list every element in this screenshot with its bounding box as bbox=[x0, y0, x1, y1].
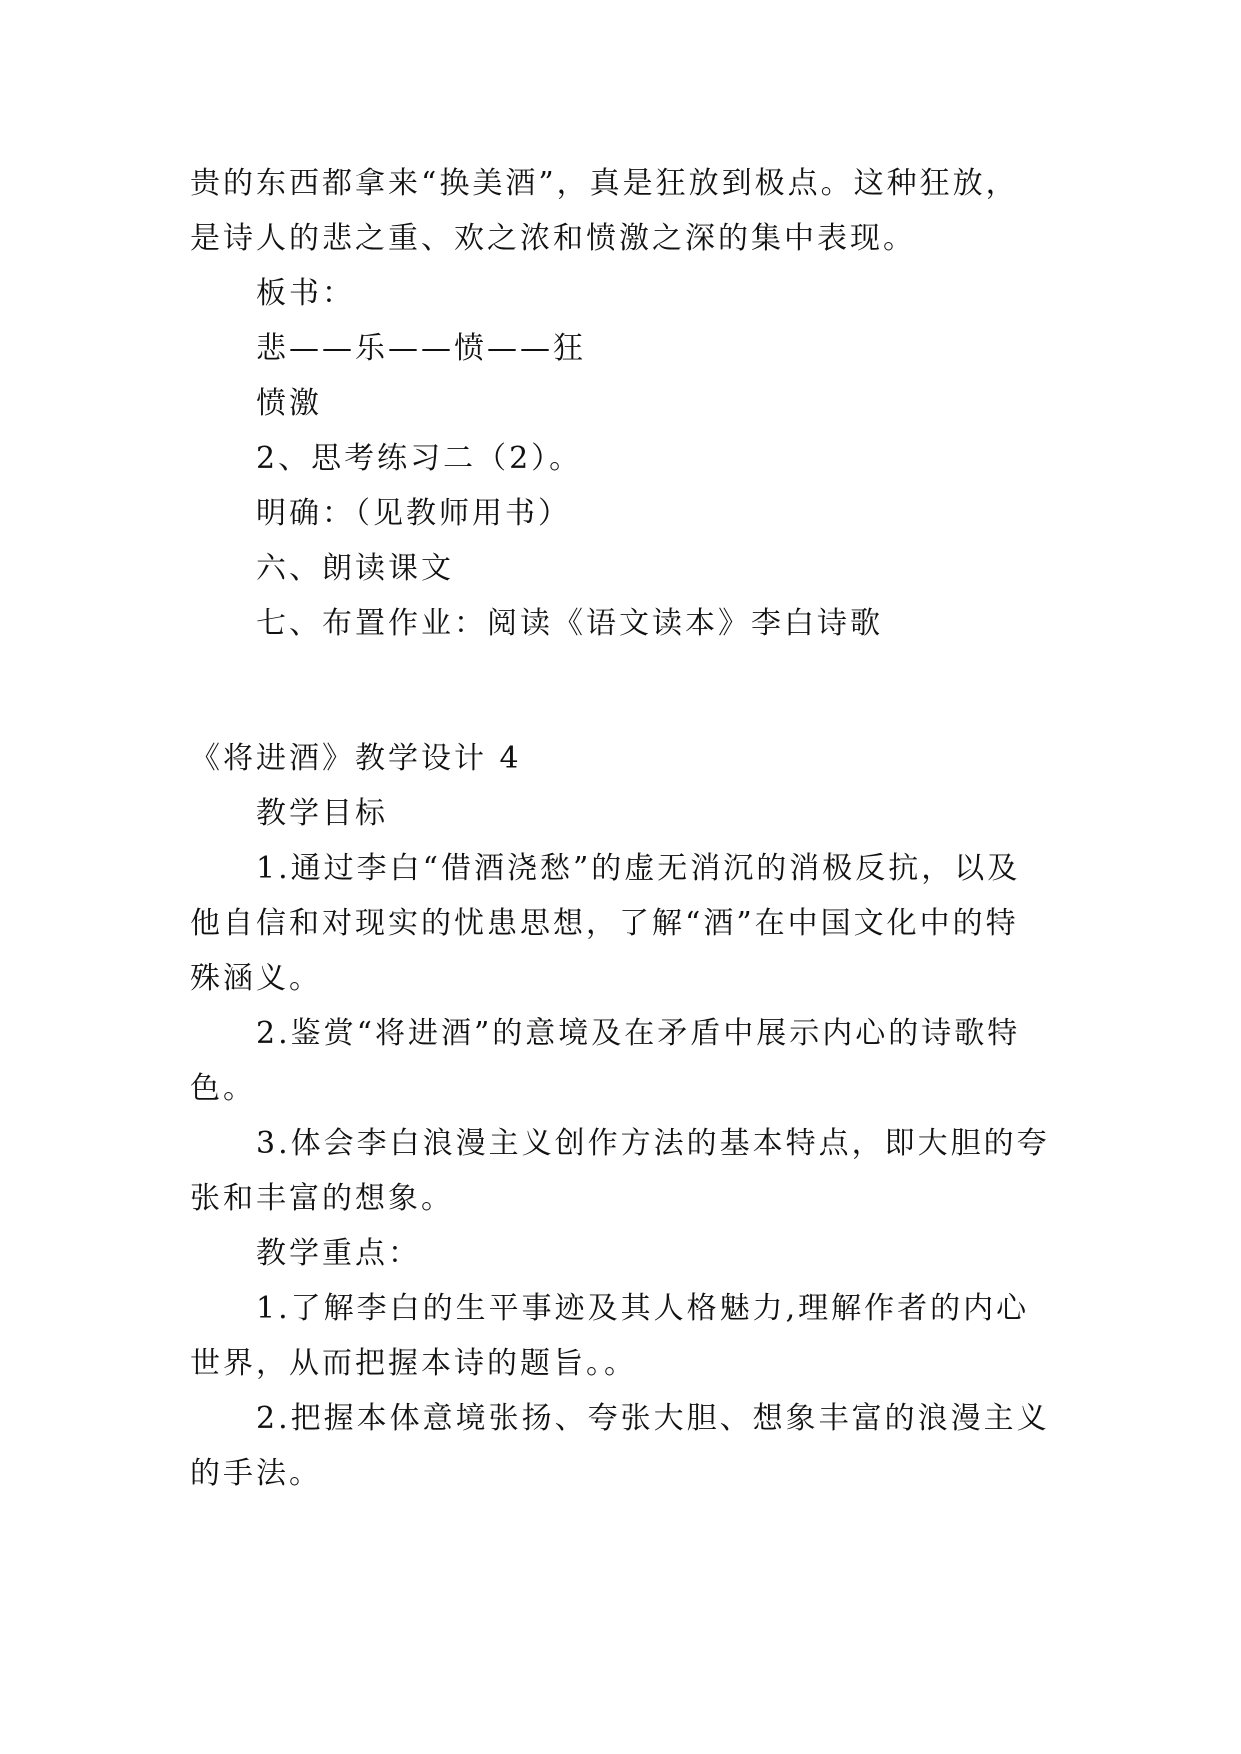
blackboard-label: 板书： bbox=[256, 276, 355, 311]
paragraph-continuation-line: 贵的东西都拿来“换美酒”，真是狂放到极点。这种狂放， bbox=[190, 166, 1019, 201]
exercise-item: 2、思考练习二（2）。 bbox=[256, 441, 583, 476]
key-item-1-line-1: 1.了解李白的生平事迹及其人格魅力,理解作者的内心 bbox=[256, 1291, 1030, 1326]
goal-item-3-line-1: 3.体会李白浪漫主义创作方法的基本特点，即大胆的夸 bbox=[256, 1126, 1050, 1161]
key-item-2-line-2: 的手法。 bbox=[190, 1456, 322, 1491]
key-item-2-line-1: 2.把握本体意境张扬、夸张大胆、想象丰富的浪漫主义 bbox=[256, 1401, 1050, 1436]
paragraph-continuation-line: 是诗人的悲之重、欢之浓和愤激之深的集中表现。 bbox=[190, 221, 916, 256]
goal-item-3-line-2: 张和丰富的想象。 bbox=[190, 1181, 454, 1216]
goal-item-1-line-3: 殊涵义。 bbox=[190, 961, 322, 996]
key-points-heading: 教学重点： bbox=[256, 1236, 421, 1271]
step-seven: 七、布置作业：阅读《语文读本》李白诗歌 bbox=[256, 606, 883, 641]
goal-item-2-line-1: 2.鉴赏“将进酒”的意境及在矛盾中展示内心的诗歌特 bbox=[256, 1016, 1021, 1051]
key-item-1-line-2: 世界，从而把握本诗的题旨。。 bbox=[190, 1346, 637, 1381]
clarification-item: 明确：（见教师用书） bbox=[256, 496, 571, 531]
blackboard-note: 愤激 bbox=[256, 386, 322, 421]
goal-item-1-line-1: 1.通过李白“借酒浇愁”的虚无消沉的消极反抗，以及 bbox=[256, 851, 1021, 886]
goal-item-1-line-2: 他自信和对现实的忧患思想，了解“酒”在中国文化中的特 bbox=[190, 906, 1019, 941]
blackboard-flow: 悲——乐——愤——狂 bbox=[256, 331, 586, 366]
step-six: 六、朗读课文 bbox=[256, 551, 454, 586]
section-title: 《将进酒》教学设计 4 bbox=[190, 741, 522, 776]
goals-heading: 教学目标 bbox=[256, 796, 388, 831]
goal-item-2-line-2: 色。 bbox=[190, 1071, 256, 1106]
